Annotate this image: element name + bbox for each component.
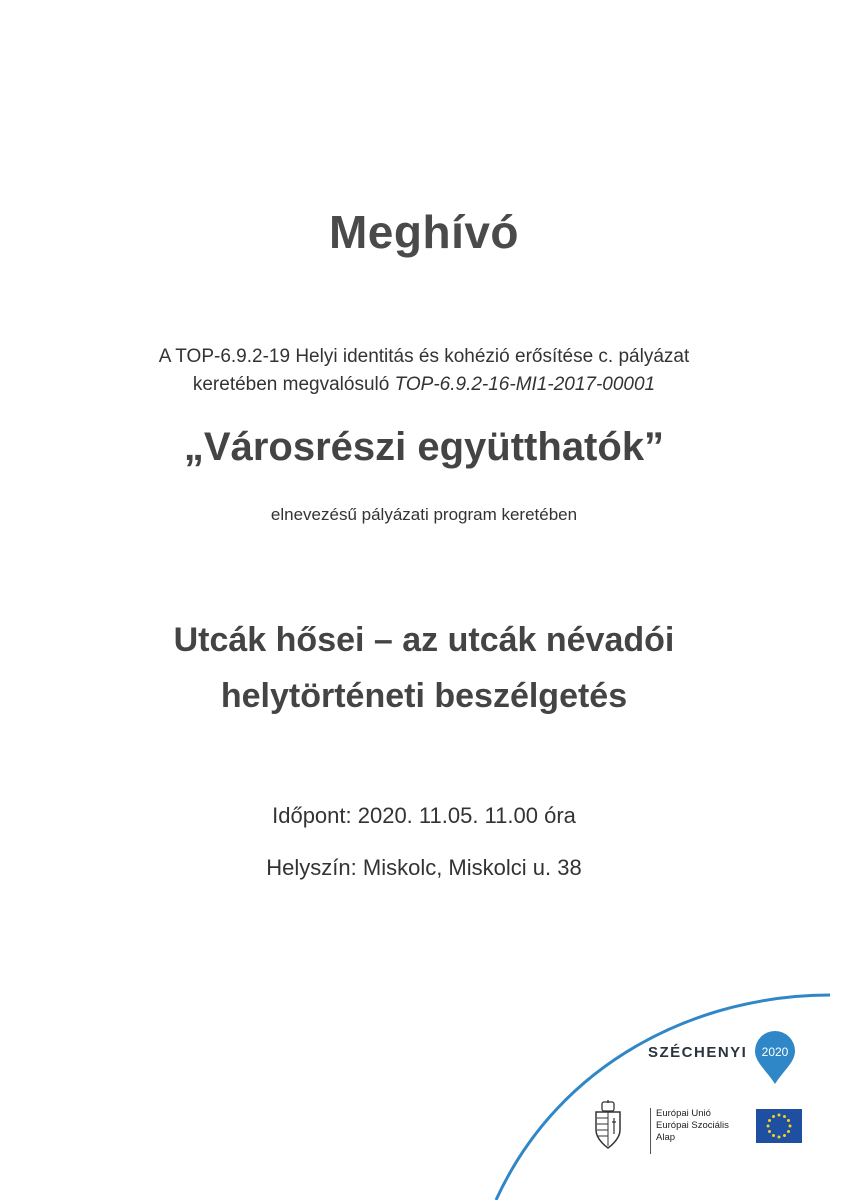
program-name: „Városrészi együtthatók” xyxy=(183,425,665,469)
intro-line-2-prefix: keretében megvalósuló xyxy=(192,374,395,395)
eu-fund-label xyxy=(650,1108,750,1154)
naming-line: elnevezésű pályázati program keretében xyxy=(270,505,578,524)
eu-label-line-1: Európai Unió xyxy=(656,1108,711,1119)
eu-label-line-3: Alap xyxy=(656,1132,676,1143)
coat-of-arms-icon xyxy=(588,1100,628,1152)
szechenyi-logo-text: SZÉCHENYI xyxy=(648,1044,748,1061)
page-title: Meghívó xyxy=(328,206,520,258)
event-time: Időpont: 2020. 11.05. 11.00 óra xyxy=(272,803,576,828)
event-title-line-2: helytörténeti beszélgetés xyxy=(220,677,628,715)
szechenyi-pin-icon xyxy=(752,1030,798,1086)
event-place: Helyszín: Miskolc, Miskolci u. 38 xyxy=(266,855,582,880)
event-title-line-1: Utcák hősei – az utcák névadói xyxy=(173,621,675,659)
szechenyi-year: 2020 xyxy=(761,1045,789,1059)
eu-label-line-2: Európai Szociális xyxy=(656,1120,729,1131)
project-reference: TOP-6.9.2-16-MI1-2017-00001 xyxy=(394,374,656,395)
intro-line-1: A TOP-6.9.2-19 Helyi identitás és kohézió erősítése c. pályázat xyxy=(158,346,690,367)
eu-flag-icon xyxy=(756,1109,802,1143)
